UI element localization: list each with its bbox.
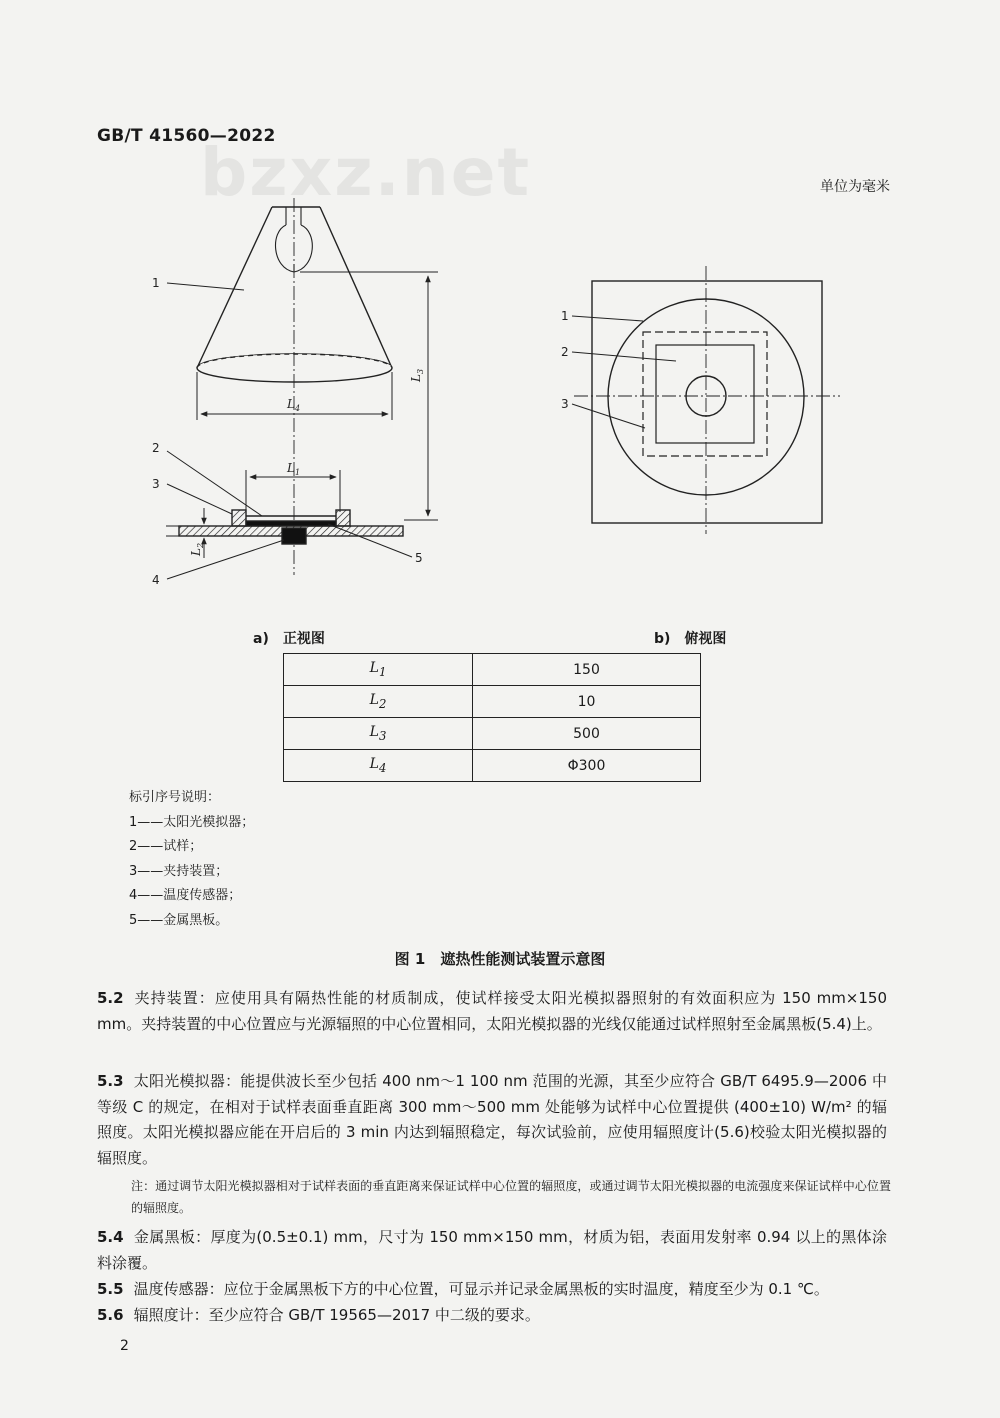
top-label-3: 3 [561,397,569,411]
front-label-1: 1 [152,276,160,290]
legend-item: 5——金属黑板。 [129,912,229,928]
watermark: bzxz.net [200,134,532,211]
table-row [284,750,701,782]
section-text: 太阳光模拟器：能提供波长至少包括 400 nm～1 100 nm 范围的光源，其至少应符合 GB/T 6495.9—2006 中等级 C 的规定，在相对于试样表面垂直距离 300 mm～500 mm 处能够为试样中心位置提供 (400±10) W/m² 的辐照度。太阳光模拟器应能在开启后的 3 min 内达到辐照稳定，每次试验前，应使用辐照度计(5.6)校验太阳光模拟器的辐照度。 [97,1072,887,1167]
figure-diagram [0,0,1000,640]
top-view-labels [561,309,569,411]
dimension-table [283,653,701,782]
top-leader-2 [572,352,676,361]
table-key-cell: $L_3$ [284,718,473,750]
section-5-2 [97,986,887,1037]
page-number: 2 [120,1338,129,1354]
table-value-cell: Φ300 [473,750,701,782]
metal-black-plate [246,521,336,526]
section-text: 金属黑板：厚度为(0.5±0.1) mm，尺寸为 150 mm×150 mm，材质为铝，表面用发射率 0.94 以上的黑体涂料涂覆。 [97,1228,887,1272]
figure-legend [129,786,254,933]
table-row [284,718,701,750]
section-5-6 [97,1303,887,1329]
front-label-5: 5 [415,551,423,565]
table-value-cell: 500 [473,718,701,750]
table-row [284,654,701,686]
top-label-1: 1 [561,309,569,323]
table-key-cell: $L_1$ [284,654,473,686]
section-5-5 [97,1277,887,1303]
holder-left [232,510,246,526]
section-text: 辐照度计：至少应符合 GB/T 19565—2017 中二级的要求。 [133,1306,540,1324]
section-5-3 [97,1069,887,1171]
top-label-2: 2 [561,345,569,359]
simulator-left-edge [197,207,272,368]
section-number: 5.4 [97,1228,124,1246]
holder-right [336,510,350,526]
dim-l2-label: $L_2$ [189,542,205,556]
front-label-3: 3 [152,477,160,491]
unit-note: 单位为毫米 [820,179,890,195]
top-specimen-square [656,345,754,443]
top-leader-1 [572,316,643,321]
section-number: 5.3 [97,1072,124,1090]
section-text: 夹持装置：应使用具有隔热性能的材质制成，使试样接受太阳光模拟器照射的有效面积应为 150 mm×150 mm。夹持装置的中心位置应与光源辐照的中心位置相同，太阳光模拟器的光线仅能通过试样照射至金属黑板(5.4)上。 [97,989,887,1033]
section-text: 温度传感器：应位于金属黑板下方的中心位置，可显示并记录金属黑板的实时温度，精度至少为 0.1 ℃。 [133,1280,829,1298]
front-label-2: 2 [152,441,160,455]
dim-l3-label: $L_3$ [409,368,425,382]
legend-item: 2——试样； [129,839,203,854]
table-value-cell: 10 [473,686,701,718]
section-number: 5.5 [97,1280,124,1298]
standard-code: GB/T 41560—2022 [97,126,276,146]
subcaption-front-view: a) 正视图 [253,631,325,647]
dim-l4-label: $L_4$ [287,397,301,413]
top-holder-square [643,332,767,456]
dim-l1-label: $L_1$ [287,461,301,477]
figure-title: 图 1 遮热性能测试装置示意图 [394,950,606,968]
section-number: 5.2 [97,989,124,1007]
top-view [572,266,840,534]
front-label-4: 4 [152,573,160,587]
simulator-right-edge [320,207,392,368]
section-number: 5.6 [97,1306,124,1324]
table-key-cell: $L_2$ [284,686,473,718]
legend-item: 1——太阳光模拟器； [129,814,255,830]
table-key-cell: $L_4$ [284,750,473,782]
top-base-square [592,281,822,523]
leader-4 [167,540,284,579]
section-5-4 [97,1225,887,1276]
front-view [166,198,438,579]
subcaption-top-view: b) 俯视图 [654,631,727,647]
section-note: 注：通过调节太阳光模拟器相对于试样表面的垂直距离来保证试样中心位置的辐照度，或通过调节太阳光模拟器的电流强度来保证试样中心位置的辐照度。 [131,1179,891,1215]
temperature-sensor [282,528,306,544]
legend-title: 标引序号说明： [129,790,221,805]
table-value-cell: 150 [473,654,701,686]
legend-item: 4——温度传感器； [129,888,242,903]
table-row [284,686,701,718]
legend-item: 3——夹持装置； [129,863,229,879]
leader-1 [167,283,244,290]
